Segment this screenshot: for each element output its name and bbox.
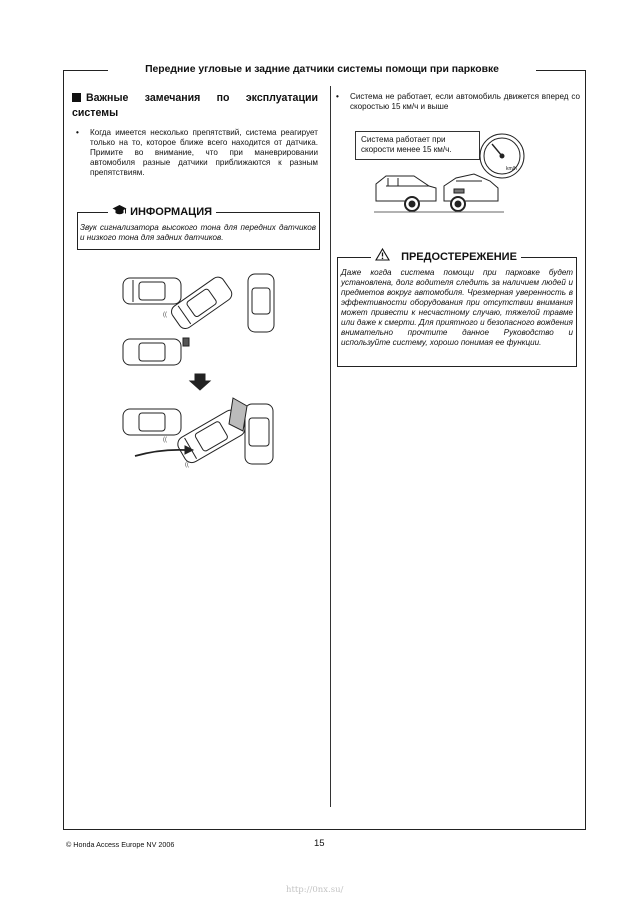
warning-title-text: ПРЕДОСТЕРЕЖЕНИЕ xyxy=(401,251,517,263)
bullet-text: Когда имеется несколько препятствий, система реагирует только на то, которое ближе всего находится от датчика. Примите во внимание, что при маневрировании автомобиля разные датчики приближаются к разным препятствиям. xyxy=(90,128,318,177)
speed-illustration xyxy=(374,126,529,218)
speed-callout: Система работает при скорости менее 15 км/ч. xyxy=(355,131,480,160)
svg-text:((: (( xyxy=(163,312,167,318)
info-box-title xyxy=(108,204,216,219)
page-number: 15 xyxy=(314,838,325,849)
front-car-icon xyxy=(444,174,498,211)
copyright: © Honda Access Europe NV 2006 xyxy=(66,840,175,849)
section-heading-text: Важные замечания по эксплуатации системы xyxy=(72,92,318,119)
list-item xyxy=(76,128,318,178)
svg-text:((: (( xyxy=(185,462,189,468)
rear-car-icon xyxy=(376,176,436,211)
svg-text:km/h: km/h xyxy=(506,166,517,172)
square-bullet-icon xyxy=(72,93,81,102)
info-title-text: ИНФОРМАЦИЯ xyxy=(130,206,213,218)
column-divider xyxy=(330,86,331,807)
down-arrow-icon xyxy=(190,374,210,390)
parked-car-left-bottom xyxy=(123,409,181,435)
bullet-text: Система не работает, если автомобиль движется вперед со скоростью 15 км/ч и выше xyxy=(350,92,580,111)
parked-car-left-top xyxy=(123,278,181,304)
page-title: Передние угловые и задние датчики системы помощи при парковке xyxy=(108,62,536,78)
list-item xyxy=(336,92,580,112)
svg-text:((: (( xyxy=(163,437,167,443)
section-heading xyxy=(72,91,318,121)
source-url: http://0nx.su/ xyxy=(286,885,344,895)
bullet-dot: • xyxy=(76,128,79,137)
speedometer-icon xyxy=(480,134,524,178)
graduation-cap-icon xyxy=(112,204,127,216)
warning-box-title xyxy=(371,248,521,264)
parked-car-bottom-top xyxy=(123,338,189,365)
warning-box-text: Даже когда система помощи при парковке будет установлена, долг водителя следить за наличием людей и предметов вокруг автомобиля. Чрезмерная уверенность в эффективности оборудования при отсутствии внимания может привести к несчастному случаю, тяжелой травме или даже к смерти. Для приятного и безопасного вождения внимательно прочтите данное Руководство и используйте систему, хорошо понимая ее функции. xyxy=(341,268,573,347)
parked-car-right-top xyxy=(248,274,274,332)
info-box-text: Звук сигнализатора высокого тона для передних датчиков и низкого тона для задних датчиков. xyxy=(80,223,316,242)
warning-triangle-icon xyxy=(375,248,390,261)
bullet-dot: • xyxy=(336,92,339,101)
parking-illustration xyxy=(115,266,295,506)
